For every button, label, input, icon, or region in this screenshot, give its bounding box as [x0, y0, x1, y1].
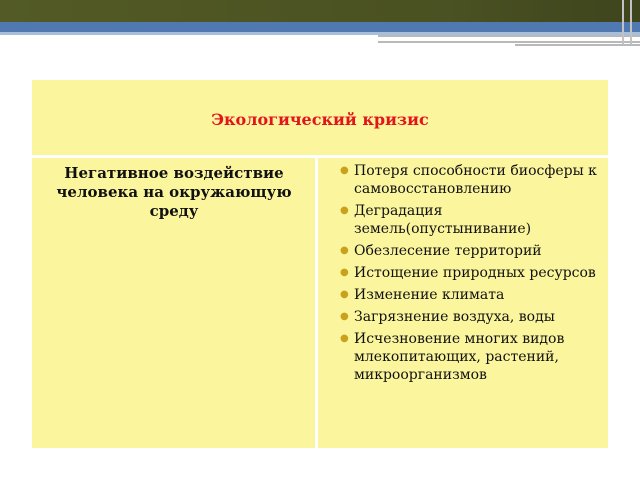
- top-blue-bar: [0, 22, 640, 32]
- cause-cell: [32, 158, 315, 448]
- list-item-text: Деградация земель(опустынивание): [354, 203, 532, 237]
- list-item: [340, 330, 602, 384]
- decorative-line: [378, 35, 640, 37]
- bullet-icon: ●: [340, 311, 349, 322]
- top-olive-bar: [0, 0, 640, 22]
- list-item-text: Истощение природных ресурсов: [354, 265, 596, 281]
- bullet-icon: ●: [340, 333, 349, 344]
- effects-list: [318, 158, 608, 384]
- bullet-icon: ●: [340, 267, 349, 278]
- list-item: [340, 202, 602, 238]
- cause-text: Негативное воздействие человека на окружающую среду: [56, 164, 292, 220]
- list-item-text: Изменение климата: [354, 287, 505, 303]
- list-item-text: Потеря способности биосферы к самовосстановлению: [354, 163, 597, 197]
- decorative-vline: [630, 0, 632, 44]
- list-item-text: Исчезновение многих видов млекопитающих, растений, микроорганизмов: [354, 331, 565, 383]
- decorative-line: [515, 44, 640, 46]
- list-item: [340, 264, 602, 282]
- table-title: Экологический кризис: [211, 110, 429, 129]
- bullet-icon: ●: [340, 245, 349, 256]
- list-item-text: Загрязнение воздуха, воды: [354, 309, 555, 325]
- decorative-vline: [622, 0, 624, 44]
- bullet-icon: ●: [340, 165, 349, 176]
- list-item-text: Обезлесение территорий: [354, 243, 542, 259]
- list-item: [340, 162, 602, 198]
- effects-cell: [318, 158, 608, 448]
- bullet-icon: ●: [340, 205, 349, 216]
- list-item: [340, 308, 602, 326]
- decorative-line: [378, 41, 640, 43]
- list-item: [340, 286, 602, 304]
- list-item: [340, 242, 602, 260]
- bullet-icon: ●: [340, 289, 349, 300]
- table-header-cell: [32, 80, 608, 155]
- crisis-table: [32, 80, 608, 448]
